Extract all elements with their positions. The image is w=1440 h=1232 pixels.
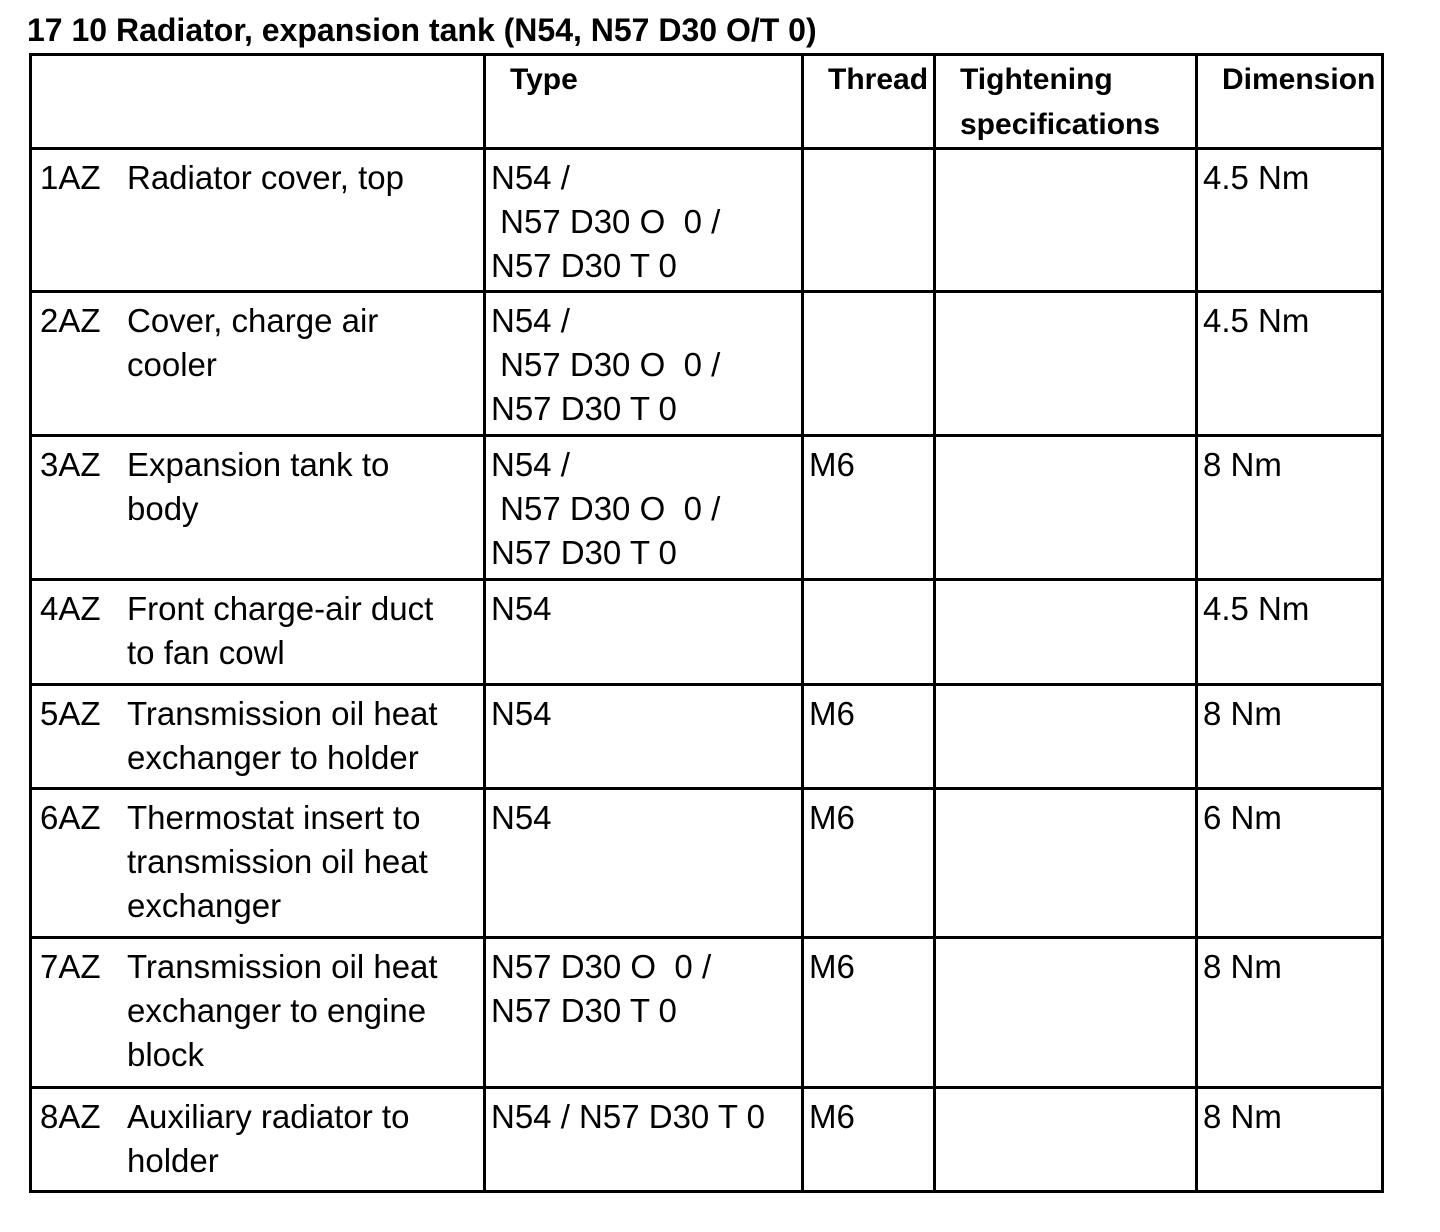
item-cell [31, 436, 485, 580]
table-row [31, 292, 1383, 436]
header-thread: Thread [803, 55, 935, 149]
item-label [40, 1095, 479, 1183]
dimension-cell: 4.5 Nm [1197, 149, 1383, 292]
header-type: Type [485, 55, 803, 149]
type-cell: N54 [485, 580, 803, 685]
item-description: Front charge-air duct to fan cowl [127, 590, 434, 671]
table-row [31, 1088, 1383, 1192]
tightening-specifications-cell [935, 580, 1197, 685]
tightening-specifications-cell [935, 1088, 1197, 1192]
item-description: Auxiliary radiator to holder [127, 1098, 410, 1179]
tightening-specifications-cell [935, 685, 1197, 789]
item-cell [31, 292, 485, 436]
item-cell [31, 685, 485, 789]
dimension-cell: 4.5 Nm [1197, 580, 1383, 685]
item-label [40, 587, 479, 675]
header-item [31, 55, 485, 149]
tightening-specifications-cell [935, 149, 1197, 292]
tightening-specifications-cell [935, 436, 1197, 580]
dimension-cell: 8 Nm [1197, 1088, 1383, 1192]
item-description: Expansion tank to body [127, 446, 390, 527]
item-code: 3AZ [40, 446, 101, 483]
tightening-specifications-cell [935, 789, 1197, 938]
type-cell: N54 / N57 D30 O 0 / N57 D30 T 0 [485, 436, 803, 580]
thread-cell: M6 [803, 685, 935, 789]
type-cell: N57 D30 O 0 / N57 D30 T 0 [485, 938, 803, 1088]
item-label [40, 945, 479, 1077]
item-description: Radiator cover, top [127, 159, 404, 196]
thread-cell [803, 149, 935, 292]
table-row [31, 789, 1383, 938]
header-tightening-specifications: Tightening specifications [935, 55, 1197, 149]
item-description: Transmission oil heat exchanger to engine block [127, 948, 438, 1073]
thread-cell: M6 [803, 436, 935, 580]
item-code: 1AZ [40, 159, 101, 196]
dimension-cell: 8 Nm [1197, 938, 1383, 1088]
item-cell [31, 149, 485, 292]
item-code: 2AZ [40, 302, 101, 339]
dimension-cell: 8 Nm [1197, 436, 1383, 580]
item-cell [31, 789, 485, 938]
table-row [31, 149, 1383, 292]
item-label [40, 443, 479, 531]
type-cell: N54 [485, 685, 803, 789]
item-description: Transmission oil heat exchanger to holder [127, 695, 438, 776]
header-dimension: Dimension [1197, 55, 1383, 149]
item-description: Thermostat insert to transmission oil heat exchanger [127, 799, 428, 924]
table-row [31, 580, 1383, 685]
table-row [31, 938, 1383, 1088]
thread-cell [803, 580, 935, 685]
item-cell [31, 580, 485, 685]
type-cell: N54 / N57 D30 O 0 / N57 D30 T 0 [485, 292, 803, 436]
type-cell: N54 [485, 789, 803, 938]
dimension-cell: 4.5 Nm [1197, 292, 1383, 436]
item-label [40, 692, 479, 780]
tightening-specifications-cell [935, 938, 1197, 1088]
item-label [40, 796, 479, 928]
item-cell [31, 1088, 485, 1192]
table-row [31, 685, 1383, 789]
item-code: 5AZ [40, 695, 101, 732]
page-title: 17 10 Radiator, expansion tank (N54, N57 D30 O/T 0) [27, 12, 817, 48]
table-row [31, 436, 1383, 580]
thread-cell: M6 [803, 789, 935, 938]
torque-spec-table [29, 53, 1384, 1193]
thread-cell [803, 292, 935, 436]
item-code: 4AZ [40, 590, 101, 627]
dimension-cell: 8 Nm [1197, 685, 1383, 789]
type-cell: N54 / N57 D30 O 0 / N57 D30 T 0 [485, 149, 803, 292]
item-cell [31, 938, 485, 1088]
thread-cell: M6 [803, 1088, 935, 1192]
dimension-cell: 6 Nm [1197, 789, 1383, 938]
table-header [31, 55, 1383, 149]
item-code: 6AZ [40, 799, 101, 836]
item-description: Cover, charge air cooler [127, 302, 379, 383]
type-cell: N54 / N57 D30 T 0 [485, 1088, 803, 1192]
thread-cell: M6 [803, 938, 935, 1088]
item-code: 8AZ [40, 1098, 101, 1135]
item-code: 7AZ [40, 948, 101, 985]
table-body [31, 149, 1383, 1192]
item-label [40, 156, 479, 200]
tightening-specifications-cell [935, 292, 1197, 436]
table-header-row [31, 55, 1383, 149]
item-label [40, 299, 479, 387]
